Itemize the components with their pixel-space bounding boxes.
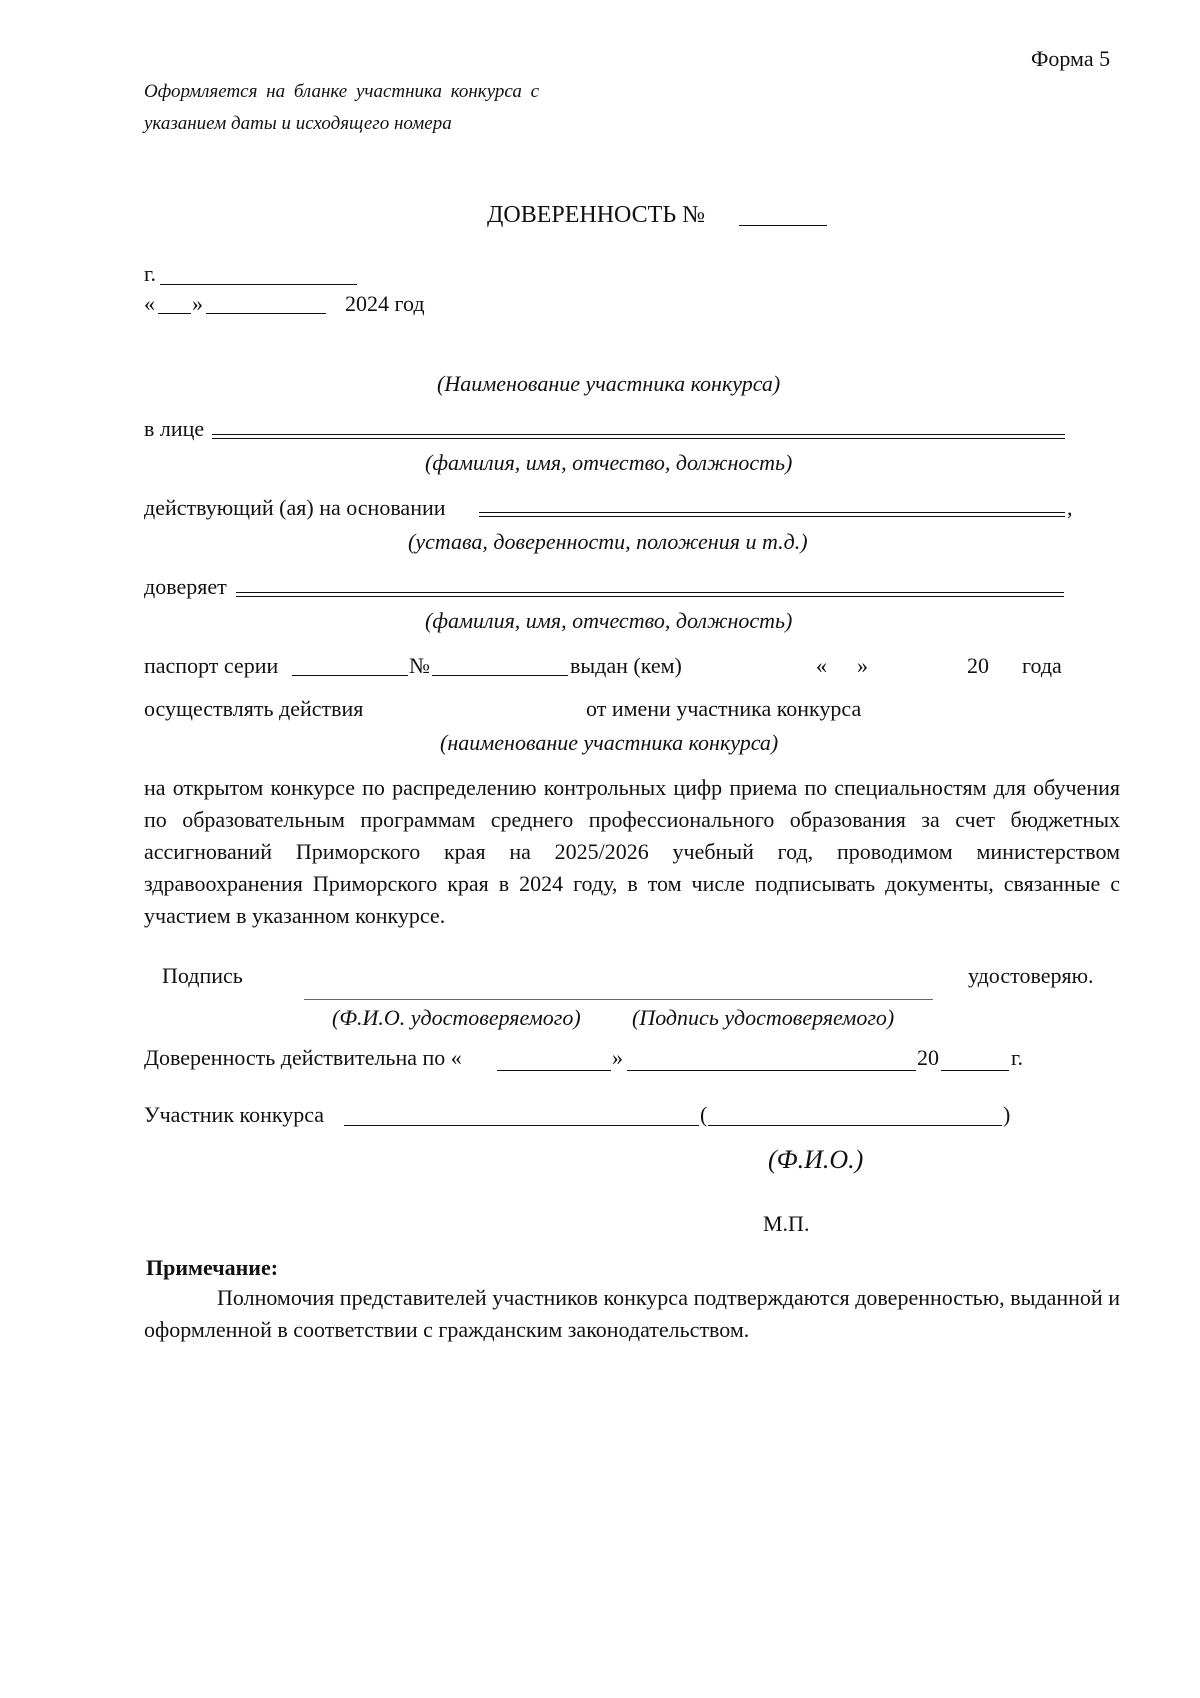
validity-century: 20 (917, 1045, 939, 1070)
date-quote-open: « (144, 291, 155, 316)
date-year: 2024 год (345, 291, 425, 316)
participant-fio-blank[interactable] (708, 1125, 1002, 1126)
acting-basis-comma: , (1067, 495, 1073, 520)
signature-caption-name: (Ф.И.О. удостоверяемого) (332, 1005, 581, 1030)
participant-signature-blank[interactable] (344, 1125, 699, 1126)
trustee-caption: (фамилия, имя, отчество, должность) (425, 608, 793, 633)
in-person-caption: (фамилия, имя, отчество, должность) (425, 450, 793, 475)
signature-certify: удостоверяю. (968, 963, 1094, 988)
passport-quote-close: » (857, 653, 868, 678)
passport-quote-open: « (816, 653, 827, 678)
in-person-label: в лице (144, 416, 205, 441)
authority-paragraph: на открытом конкурсе по распределению контрольных цифр приема по специальностям для обучения по образовательным программам среднего профессионального образования за счет бюджетных ассигнований Приморского края на 2025/2026 учебный год, проводимом министерством здравоохранения Приморского края в 2024 году, в том числе подписывать документы, связанные с участием в указанном конкурсе. (144, 775, 1120, 928)
document-title: ДОВЕРЕННОСТЬ № (487, 202, 706, 228)
passport-number-sign: № (409, 653, 430, 678)
passport-series-blank[interactable] (292, 675, 408, 676)
title-number-blank[interactable] (739, 225, 827, 226)
city-blank[interactable] (160, 284, 357, 285)
actions-caption: (наименование участника конкурса) (440, 730, 779, 755)
participant-paren-close: ) (1003, 1102, 1011, 1127)
passport-century: 20 (967, 653, 989, 678)
validity-year-blank[interactable] (941, 1070, 1009, 1071)
validity-day-blank[interactable] (497, 1070, 611, 1071)
date-day-blank[interactable] (158, 313, 191, 314)
header-note-line-2: указанием даты и исходящего номера (144, 113, 452, 134)
trustee-field[interactable] (236, 592, 1064, 597)
signature-label: Подпись (162, 963, 243, 988)
acting-basis-caption: (устава, доверенности, положения и т.д.) (408, 529, 808, 554)
validity-year-suffix: г. (1011, 1045, 1024, 1070)
acting-basis-label: действующий (ая) на основании (144, 495, 446, 520)
date-month-blank[interactable] (206, 313, 326, 314)
trusts-label: доверяет (144, 574, 227, 599)
validity-quote-close: » (612, 1045, 623, 1070)
acting-basis-field[interactable] (479, 512, 1065, 517)
participant-name-caption: (Наименование участника конкурса) (437, 371, 781, 396)
note-heading: Примечание: (146, 1255, 279, 1280)
participant-label: Участник конкурса (144, 1102, 325, 1127)
signature-caption-sign: (Подпись удостоверяемого) (632, 1005, 895, 1030)
note-text: Полномочия представителей участников конкурса подтверждаются доверенностью, выданной и оформленной в соответствии с гражданским законодательством. (144, 1285, 1120, 1342)
form-number: Форма 5 (1031, 46, 1111, 71)
passport-year-word: года (1022, 653, 1062, 678)
signature-line[interactable] (304, 999, 933, 1000)
in-person-field[interactable] (212, 434, 1065, 439)
participant-fio-caption: (Ф.И.О.) (768, 1145, 864, 1174)
stamp-placeholder: М.П. (763, 1211, 810, 1236)
validity-label: Доверенность действительна по « (144, 1045, 462, 1070)
date-quote-close: » (192, 291, 203, 316)
header-note-line-1: Оформляется на бланке участника конкурса с (144, 81, 539, 102)
participant-paren-open: ( (700, 1102, 708, 1127)
actions-label: осуществлять действия (144, 696, 364, 721)
passport-series-label: паспорт серии (144, 653, 279, 678)
validity-month-blank[interactable] (627, 1070, 916, 1071)
passport-issued-label: выдан (кем) (570, 653, 682, 678)
actions-on-behalf: от имени участника конкурса (586, 696, 862, 721)
passport-number-blank[interactable] (432, 675, 568, 676)
city-prefix: г. (144, 261, 157, 286)
